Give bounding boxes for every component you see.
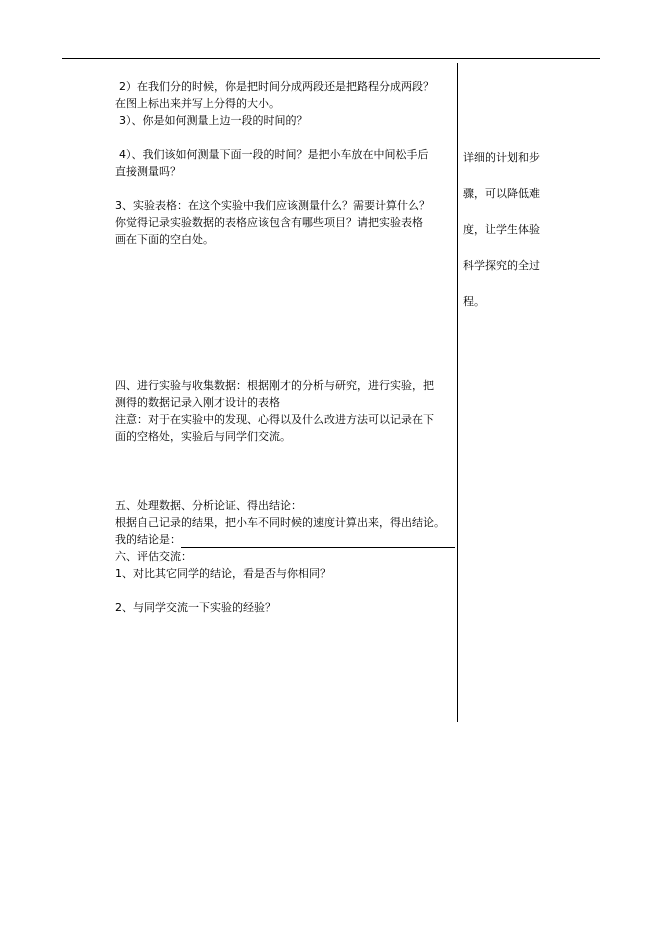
side-line-4: 科学探究的全过: [463, 259, 540, 272]
section-5-line: 根据自己记录的结果，把小车不同时候的速度计算出来，得出结论。: [115, 516, 445, 529]
side-line-2: 骤，可以降低难: [463, 187, 540, 200]
note-line-1: 注意：对于在实验中的发现、心得以及什么改进方法可以记录在下: [115, 413, 434, 426]
section-6-question-2: 2、与同学交流一下实验的经验？: [115, 601, 276, 614]
side-line-1: 详细的计划和步: [463, 151, 540, 164]
side-column: [463, 140, 555, 320]
table-blank-space: [115, 248, 455, 377]
side-line-5: 程。: [463, 295, 485, 308]
question-4-line-1: 4）、我们该如何测量下面一段的时间？是把小车放在中间松手后: [119, 148, 429, 161]
section-6-question-1: 1、对比其它同学的结论，看是否与你相同？: [115, 567, 331, 580]
column-divider: [457, 63, 458, 722]
conclusion-row: [115, 531, 455, 548]
question-2-line-1: 2）在我们分的时候，你是把时间分成两段还是把路程分成两段？: [119, 80, 434, 93]
side-line-3: 度，让学生体验: [463, 223, 540, 236]
question-2-line-2: 在图上标出来并写上分得的大小。: [115, 97, 280, 110]
question-4-line-2: 直接测量吗？: [115, 165, 181, 178]
section-6-title: 六、评估交流：: [115, 550, 192, 563]
conclusion-input-line[interactable]: [181, 533, 455, 548]
section-5-title: 五、处理数据、分析论证、得出结论：: [115, 499, 302, 512]
section-4-line-1: 四、进行实验与收集数据：根据刚才的分析与研究，进行实验，把: [115, 379, 434, 392]
top-rule: [62, 58, 600, 59]
section-4-line-2: 测得的数据记录入刚才设计的表格: [115, 396, 280, 409]
notes-blank-space: [115, 445, 455, 497]
section-3-line-2: 你觉得记录实验数据的表格应该包含有哪些项目？请把实验表格: [115, 216, 423, 229]
main-column: [115, 78, 455, 616]
conclusion-label: 我的结论是：: [115, 533, 181, 546]
question-3: 3）、你是如何测量上边一段的时间的？: [119, 114, 308, 127]
section-3-line-1: 3、实验表格：在这个实验中我们应该测量什么？需要计算什么？: [115, 199, 430, 212]
note-line-2: 面的空格处，实验后与同学们交流。: [115, 430, 291, 443]
section-3-line-3: 画在下面的空白处。: [115, 233, 214, 246]
